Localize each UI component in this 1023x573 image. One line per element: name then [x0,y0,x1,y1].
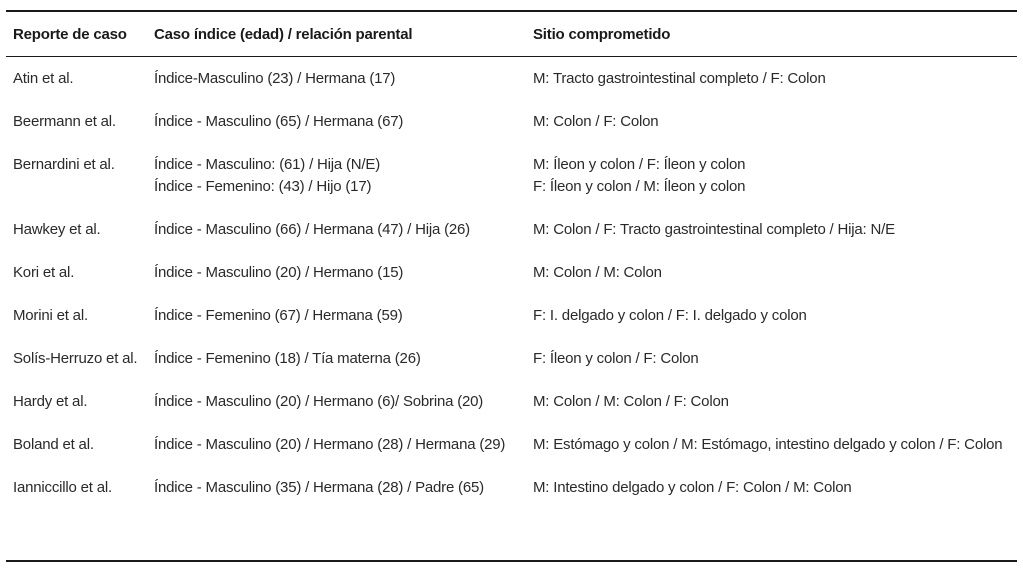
cell-report: Solís-Herruzo et al. [13,350,138,367]
site-line: M: Colon / F: Tracto gastrointestinal completo / Hija: N/E [533,221,895,238]
cell-index-case [147,251,526,294]
cell-site [526,294,1017,337]
table-row [6,251,1017,294]
table-row [6,208,1017,251]
site-line: F: Íleon y colon / F: Colon [533,350,699,367]
case-report-table [6,10,1017,562]
index-case-line: Índice - Masculino (20) / Hermano (15) [154,264,404,281]
site-line: M: Colon / F: Colon [533,113,659,130]
header-site: Sitio comprometido [526,12,1017,57]
header-index-case: Caso índice (edad) / relación parental [147,12,526,57]
header-row [6,12,1017,57]
cell-report: Atin et al. [13,70,74,87]
cell-site [526,380,1017,423]
index-case-line: Índice - Masculino (65) / Hermana (67) [154,113,404,130]
table-row [6,380,1017,423]
site-line: M: Colon / M: Colon / F: Colon [533,393,729,410]
site-line: M: Íleon y colon / F: Íleon y colon [533,156,746,173]
index-case-line: Índice - Masculino: (61) / Hija (N/E) [154,156,381,173]
site-line: M: Intestino delgado y colon / F: Colon / M: Colon [533,479,852,496]
cell-report: Hawkey et al. [13,221,101,238]
cell-index-case [147,337,526,380]
site-line: M: Colon / M: Colon [533,264,662,281]
site-line: F: I. delgado y colon / F: I. delgado y colon [533,307,807,324]
table-row [6,466,1017,509]
cell-site [526,423,1017,466]
table-header [6,12,1017,57]
cell-index-case [147,100,526,143]
table-row [6,57,1017,101]
site-line: F: Íleon y colon / M: Íleon y colon [533,178,746,195]
cell-report: Boland et al. [13,436,94,453]
index-case-line: Índice - Femenino: (43) / Hijo (17) [154,178,372,195]
cell-report: Hardy et al. [13,393,88,410]
cell-index-case [147,380,526,423]
cell-site [526,466,1017,509]
index-case-line: Índice - Masculino (20) / Hermano (6)/ Sobrina (20) [154,393,484,410]
cell-report: Kori et al. [13,264,75,281]
index-case-line: Índice - Masculino (20) / Hermano (28) / Hermana (29) [154,436,506,453]
index-case-line: Índice - Femenino (67) / Hermana (59) [154,307,403,324]
cell-index-case [147,57,526,101]
table-body [6,57,1017,510]
cell-report: Morini et al. [13,307,88,324]
cell-site [526,57,1017,101]
cell-index-case [147,423,526,466]
cell-report: Ianniccillo et al. [13,479,112,496]
cell-report: Bernardini et al. [13,156,115,173]
table-row [6,337,1017,380]
table [6,12,1017,509]
table-row [6,100,1017,143]
cell-index-case [147,143,526,208]
site-line: M: Estómago y colon / M: Estómago, intestino delgado y colon / F: Colon [533,436,1003,453]
cell-site [526,251,1017,294]
cell-index-case [147,466,526,509]
cell-site [526,100,1017,143]
cell-index-case [147,294,526,337]
cell-site [526,143,1017,208]
index-case-line: Índice - Masculino (66) / Hermana (47) / Hija (26) [154,221,470,238]
table-row [6,143,1017,208]
table-row [6,294,1017,337]
cell-site [526,208,1017,251]
header-report: Reporte de caso [6,12,147,57]
index-case-line: Índice-Masculino (23) / Hermana (17) [154,70,396,87]
cell-index-case [147,208,526,251]
site-line: M: Tracto gastrointestinal completo / F: Colon [533,70,826,87]
index-case-line: Índice - Masculino (35) / Hermana (28) / Padre (65) [154,479,484,496]
table-row [6,423,1017,466]
cell-report: Beermann et al. [13,113,116,130]
index-case-line: Índice - Femenino (18) / Tía materna (26) [154,350,421,367]
cell-site [526,337,1017,380]
